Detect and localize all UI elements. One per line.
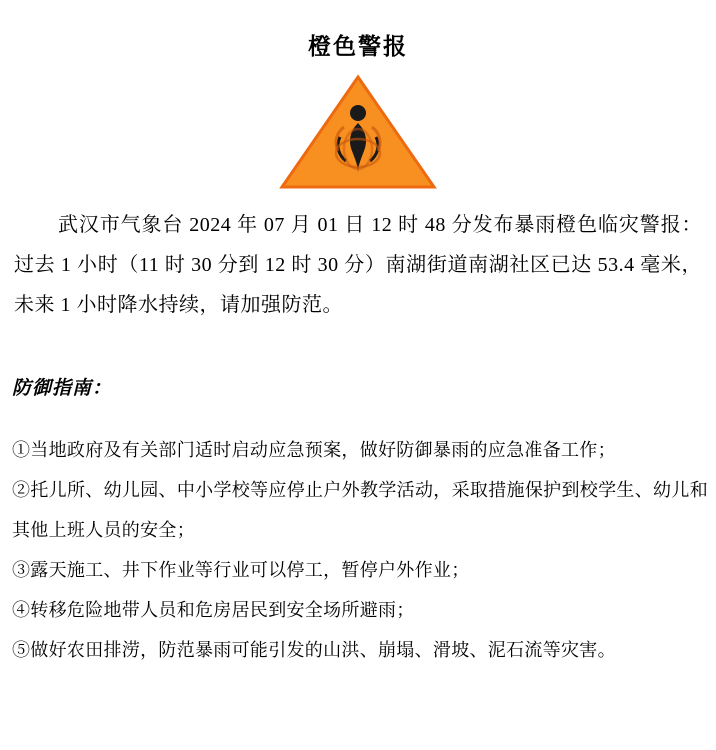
alert-document xyxy=(0,28,716,750)
page-title: 橙色警报 xyxy=(308,34,408,59)
warning-icon-container xyxy=(8,71,708,191)
list-item: ②托儿所、幼儿园、中小学校等应停止户外教学活动，采取措施保护到校学生、幼儿和其他上班人员的安全； xyxy=(12,480,708,540)
list-item: ④转移危险地带人员和危房居民到安全场所避雨； xyxy=(12,600,415,620)
guide-list xyxy=(8,430,708,670)
list-item: ⑤做好农田排涝，防范暴雨可能引发的山洪、崩塌、滑坡、泥石流等灾害。 xyxy=(12,640,616,660)
alert-body-text: 武汉市气象台 2024 年 07 月 01 日 12 时 48 分发布暴雨橙色临灾警报：过去 1 小时（11 时 30 分到 12 时 30 分）南湖街道南湖社区已达 53.4 毫米，未来 1 小时降水持续，请加强防范。 xyxy=(14,214,702,316)
guide-heading: 防御指南： xyxy=(12,378,113,399)
severe-rain-warning-triangle-icon xyxy=(278,71,438,191)
list-item: ①当地政府及有关部门适时启动应急预案，做好防御暴雨的应急准备工作； xyxy=(12,440,616,460)
list-item: ③露天施工、井下作业等行业可以停工，暂停户外作业； xyxy=(12,560,470,580)
